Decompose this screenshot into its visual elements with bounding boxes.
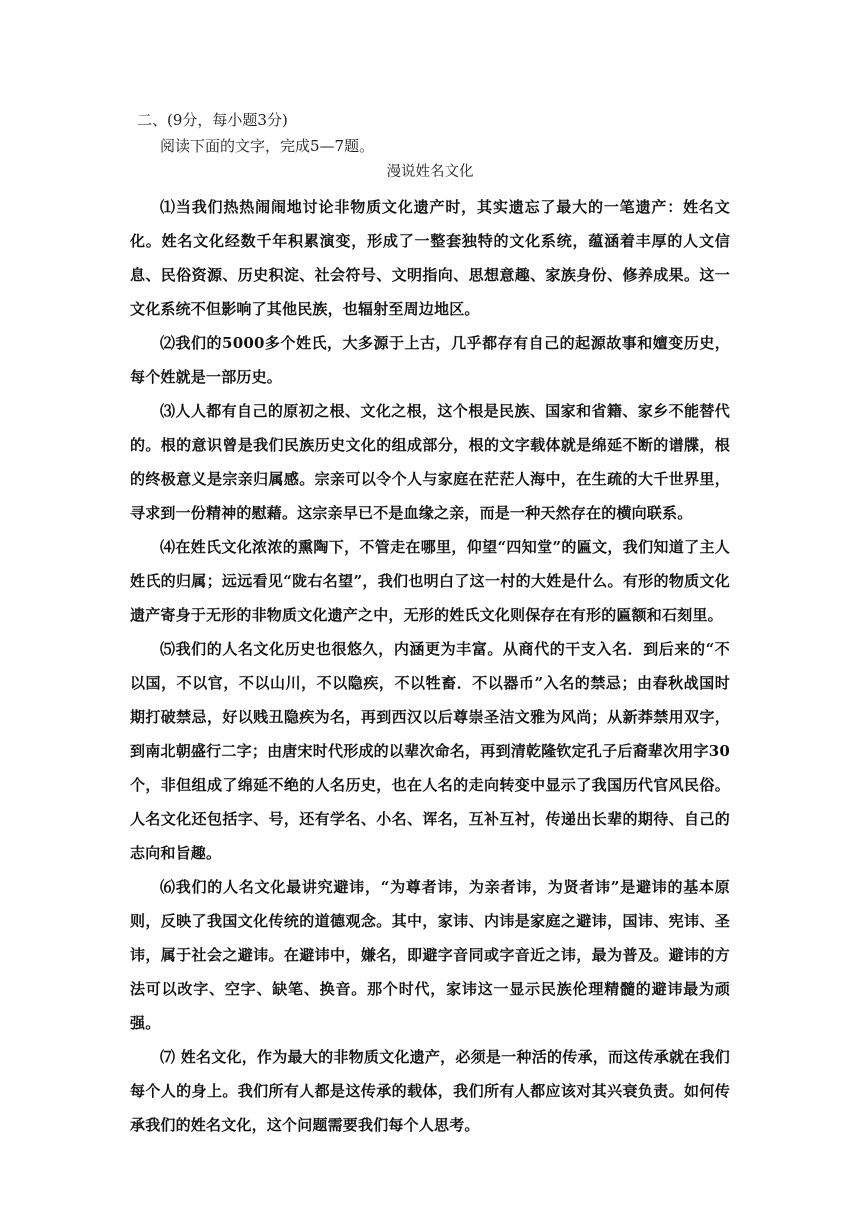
paragraph-5: ⑸我们的人名文化历史也很悠久，内涵更为丰富。从商代的干支入名．到后来的“不以国，不以官，不以山川，不以隐疾，不以牲畜．不以器币”入名的禁忌；由春秋战国时期打破禁忌，好以贱丑隐疾为名，再到西汉以后尊崇圣洁文雅为风尚；从新莽禁用双字，到南北朝盛行二字；由唐宋时代形成的以辈次命名，再到清乾隆钦定孔子后裔辈次用字30个，非但组成了绵延不绝的人名历史，也在人名的走向转变中显示了我国历代官风民俗。人名文化还包括字、号，还有学名、小名、诨名，互补互衬，传递出长辈的期待、自己的志向和旨趣。 bbox=[130, 640, 730, 862]
paragraph-7: ⑺ 姓名文化，作为最大的非物质文化遗产，必须是一种活的传承，而这传承就在我们每个人的身上。我们所有人都是这传承的载体，我们所有人都应该对其兴衰负责。如何传承我们的姓名文化，这个问题需要我们每个人思考。 bbox=[130, 1048, 730, 1134]
article-title: 漫说姓名文化 bbox=[386, 164, 474, 180]
paragraph-3: ⑶人人都有自己的原初之根、文化之根，这个根是民族、国家和省籍、家乡不能替代的。根的意识曾是我们民族历史文化的组成部分，根的文字载体就是绵延不断的谱牒，根的终极意义是宗亲归属感。宗亲可以令个人与家庭在茫茫人海中，在生疏的大千世界里，寻求到一份精神的慰藉。这宗亲早已不是血缘之亲，而是一种天然存在的横向联系。 bbox=[130, 402, 730, 522]
article-body bbox=[130, 190, 730, 1142]
paragraph-1: ⑴当我们热热闹闹地讨论非物质文化遗产时，其实遗忘了最大的一笔遗产：姓名文化。姓名文化经数千年积累演变，形成了一整套独特的文化系统，蕴涵着丰厚的人文信息、民俗资源、历史积淀、社会符号、文明指向、思想意趣、家族身份、修养成果。这一文化系统不但影响了其他民族，也辐射至周边地区。 bbox=[130, 198, 730, 318]
paragraph-6: ⑹我们的人名文化最讲究避讳，“为尊者讳，为亲者讳，为贤者讳”是避讳的基本原则，反映了我国文化传统的道德观念。其中，家讳、内讳是家庭之避讳，国讳、宪讳、圣讳，属于社会之避讳。在避讳中，嫌名，即避字音同或字音近之讳，最为普及。避讳的方法可以改字、空字、缺笔、换音。那个时代，家讳这一显示民族伦理精髓的避讳最为顽强。 bbox=[130, 878, 730, 1032]
section-header: 二、(9分，每小题3分) bbox=[137, 111, 288, 129]
paragraph-4: ⑷在姓氏文化浓浓的熏陶下，不管走在哪里，仰望“四知堂”的匾文，我们知道了主人姓氏的归属；远远看见“陇右名望”，我们也明白了这一村的大姓是什么。有形的物质文化遗产寄身于无形的非物质文化遗产之中，无形的姓氏文化则保存在有形的匾额和石刻里。 bbox=[130, 538, 730, 624]
paragraph-2: ⑵我们的5000多个姓氏，大多源于上古，几乎都存有自己的起源故事和嬗变历史，每个姓就是一部历史。 bbox=[130, 334, 730, 386]
reading-instruction: 阅读下面的文字，完成5—7题。 bbox=[160, 137, 375, 155]
